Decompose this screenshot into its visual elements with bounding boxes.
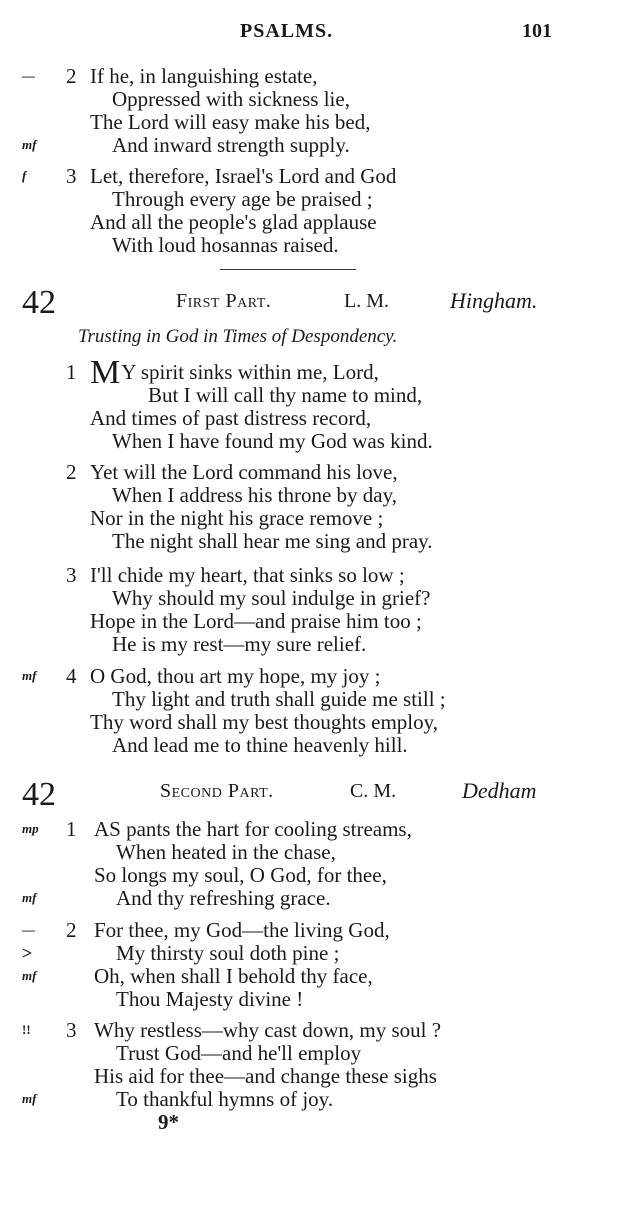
hymn-heading-42-first [0,284,640,324]
verse-line: But I will call thy name to mind, [148,383,423,407]
hymn-subject: Trusting in God in Times of Despondency. [78,326,398,347]
verse-line: And inward strength supply. [112,133,350,157]
dynamic-mark: mf [22,137,37,152]
verse-line: I'll chide my heart, that sinks so low ; [90,563,405,587]
verse-line: He is my rest—my sure relief. [112,632,367,656]
verse-line: His aid for thee—and change these sighs [94,1064,437,1088]
verse-line: The Lord will easy make his bed, [90,110,371,134]
verse-line: And times of past distress record, [90,406,372,430]
verse-line: Hope in the Lord—and praise him too ; [90,609,422,633]
hymn-heading-42-second [0,776,640,816]
hymn-part: First Part. [176,290,272,312]
verse-line: Nor in the night his grace remove ; [90,506,384,530]
stanza-number: 1 [66,360,77,384]
drop-capital: M [90,354,121,391]
tune-name: Hingham. [450,288,538,313]
hymn-meter: C. M. [350,780,397,802]
dynamic-mark: mf [22,668,37,683]
verse-line: When I have found my God was kind. [112,429,433,453]
hymn-number: 42 [22,284,56,321]
dynamic-mark: f [22,168,27,183]
verse-line: When heated in the chase, [116,840,336,864]
running-title: PSALMS. [240,20,334,42]
tune-name: Dedham [462,778,537,803]
hymn-number: 42 [22,776,56,813]
verse-line: Yet will the Lord command his love, [90,460,398,484]
verse-line-first [90,354,379,391]
verse-line: Oh, when shall I behold thy face, [94,964,373,988]
verse-line: O God, thou art my hope, my joy ; [90,664,381,688]
stanza-number: 3 [66,164,77,188]
verse-line: For thee, my God—the living God, [94,918,390,942]
dynamic-mark: — [22,922,35,937]
section-divider [220,269,356,270]
verse-line: And thy refreshing grace. [116,886,331,910]
verse-line: Oppressed with sickness lie, [112,87,350,111]
stanza-number: 1 [66,817,77,841]
verse-line: My thirsty soul doth pine ; [116,941,340,965]
hymn-meter: L. M. [344,290,389,312]
verse-line: When I address his throne by day, [112,483,397,507]
verse-line: Let, therefore, Israel's Lord and God [90,164,397,188]
verse-line: Thy word shall my best thoughts employ, [90,710,439,734]
stanza-number: 2 [66,918,77,942]
verse-line: So longs my soul, O God, for thee, [94,863,387,887]
stanza-number: 2 [66,64,77,88]
dynamic-mark: mf [22,1091,37,1106]
verse-line: And lead me to thine heavenly hill. [112,733,408,757]
accent-mark: > [22,943,33,963]
verse-line-text: Y spirit sinks within me, Lord, [121,360,379,384]
stanza-number: 2 [66,460,77,484]
stanza-number: 4 [66,664,77,688]
verse-line: With loud hosannas raised. [112,233,339,257]
verse-line: Through every age be praised ; [112,187,373,211]
verse-line: Why restless—why cast down, my soul ? [94,1018,442,1042]
dynamic-mark: !! [22,1022,31,1037]
hymn-part: Second Part. [160,780,274,802]
dynamic-mark: mf [22,968,37,983]
verse-line: If he, in languishing estate, [90,64,318,88]
verse-line: To thankful hymns of joy. [116,1087,334,1111]
verse-line: Why should my soul indulge in grief? [112,586,431,610]
page-number: 101 [522,20,552,42]
signature-mark: 9* [158,1110,179,1134]
stanza-number: 3 [66,563,77,587]
stanza-number: 3 [66,1018,77,1042]
running-head [0,20,640,48]
verse-line: AS pants the hart for cooling streams, [94,817,412,841]
verse-line: Thy light and truth shall guide me still ; [112,687,446,711]
dynamic-mark: — [22,68,35,83]
verse-line: Thou Majesty divine ! [116,987,304,1011]
verse-line: Trust God—and he'll employ [116,1041,362,1065]
dynamic-mark: mf [22,890,37,905]
verse-line: The night shall hear me sing and pray. [112,529,433,553]
verse-line: And all the people's glad applause [90,210,377,234]
dynamic-mark: mp [22,821,39,836]
